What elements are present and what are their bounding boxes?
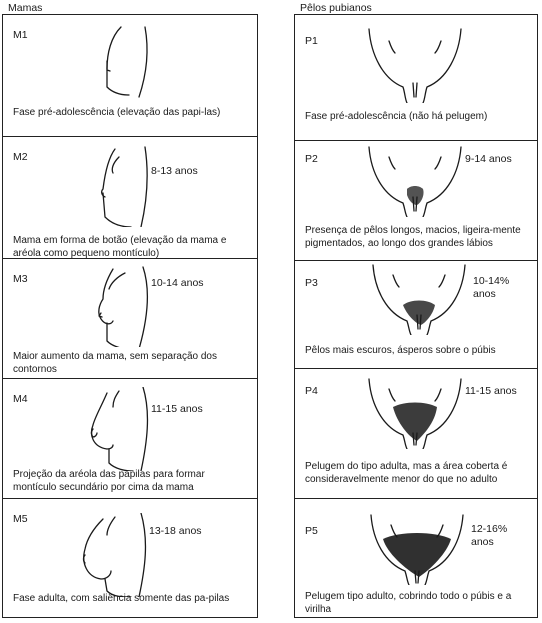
stage-age: 9-14 anos xyxy=(465,153,512,165)
pubic-p3-illustration xyxy=(369,263,469,335)
stage-description: Pelugem tipo adulto, cobrindo todo o púbis e a virilha xyxy=(305,591,512,615)
breast-m4-illustration xyxy=(89,387,173,471)
stage-description: Mama em forma de botão (elevação da mama e aréola como pequeno montículo) xyxy=(13,235,227,259)
pubic-p4-illustration xyxy=(365,377,465,449)
stage-code: P1 xyxy=(305,35,318,47)
stage-age: 10-14% anos xyxy=(473,275,510,300)
stage-age: 10-14 anos xyxy=(151,277,204,289)
stage-description: Pêlos mais escuros, ásperos sobre o púbis xyxy=(305,345,496,356)
pubic-panel xyxy=(294,14,538,618)
stage-m5 xyxy=(3,499,257,619)
stage-description: Fase adulta, com saliência somente das pa-pilas xyxy=(13,593,230,604)
stage-code: P5 xyxy=(305,525,318,537)
stage-p5 xyxy=(295,499,537,619)
stage-code: M1 xyxy=(13,29,28,41)
stage-code: M3 xyxy=(13,273,28,285)
stage-p2 xyxy=(295,141,537,261)
stage-description: Maior aumento da mama, sem separação dos contornos xyxy=(13,351,217,375)
stage-m4 xyxy=(3,379,257,499)
stage-code: P4 xyxy=(305,385,318,397)
breast-m1-illustration xyxy=(91,23,171,99)
stage-p4 xyxy=(295,369,537,499)
stage-description: Fase pré-adolescência (elevação das papi-las) xyxy=(13,107,221,118)
stage-code: M5 xyxy=(13,513,28,525)
stage-age: 13-18 anos xyxy=(149,525,202,537)
stage-age: 11-15 anos xyxy=(151,403,203,415)
stage-description: Projeção da aréola das papilas para formar montículo secundário por cima da mama xyxy=(13,469,205,493)
stage-description: Presença de pêlos longos, macios, ligeira-mente pigmentados, ao longo dos grandes lábios xyxy=(305,225,521,249)
stage-code: M2 xyxy=(13,151,28,163)
breast-m2-illustration xyxy=(91,143,171,227)
stage-code: P2 xyxy=(305,153,318,165)
breasts-column-title: Mamas xyxy=(8,2,43,14)
stage-m3 xyxy=(3,259,257,379)
stage-description: Pelugem do tipo adulta, mas a área coberta é consideravelmente menor do que no adulto xyxy=(305,461,508,485)
pubic-p5-illustration xyxy=(367,513,467,585)
stage-age: 11-15 anos xyxy=(465,385,517,397)
breast-m5-illustration xyxy=(79,513,169,597)
stage-m2 xyxy=(3,137,257,259)
stage-age: 8-13 anos xyxy=(151,165,198,177)
stage-p1 xyxy=(295,15,537,141)
stage-m1 xyxy=(3,15,257,137)
stage-code: P3 xyxy=(305,277,318,289)
breast-m3-illustration xyxy=(91,265,171,347)
stage-age: 12-16% anos xyxy=(471,523,508,548)
pubic-column-title: Pêlos pubianos xyxy=(300,2,372,14)
stage-code: M4 xyxy=(13,393,28,405)
pubic-p1-illustration xyxy=(365,25,465,103)
stage-description: Fase pré-adolescência (não há pelugem) xyxy=(305,111,488,122)
stage-p3 xyxy=(295,261,537,369)
breasts-panel xyxy=(2,14,258,618)
pubic-p2-illustration xyxy=(365,145,465,217)
